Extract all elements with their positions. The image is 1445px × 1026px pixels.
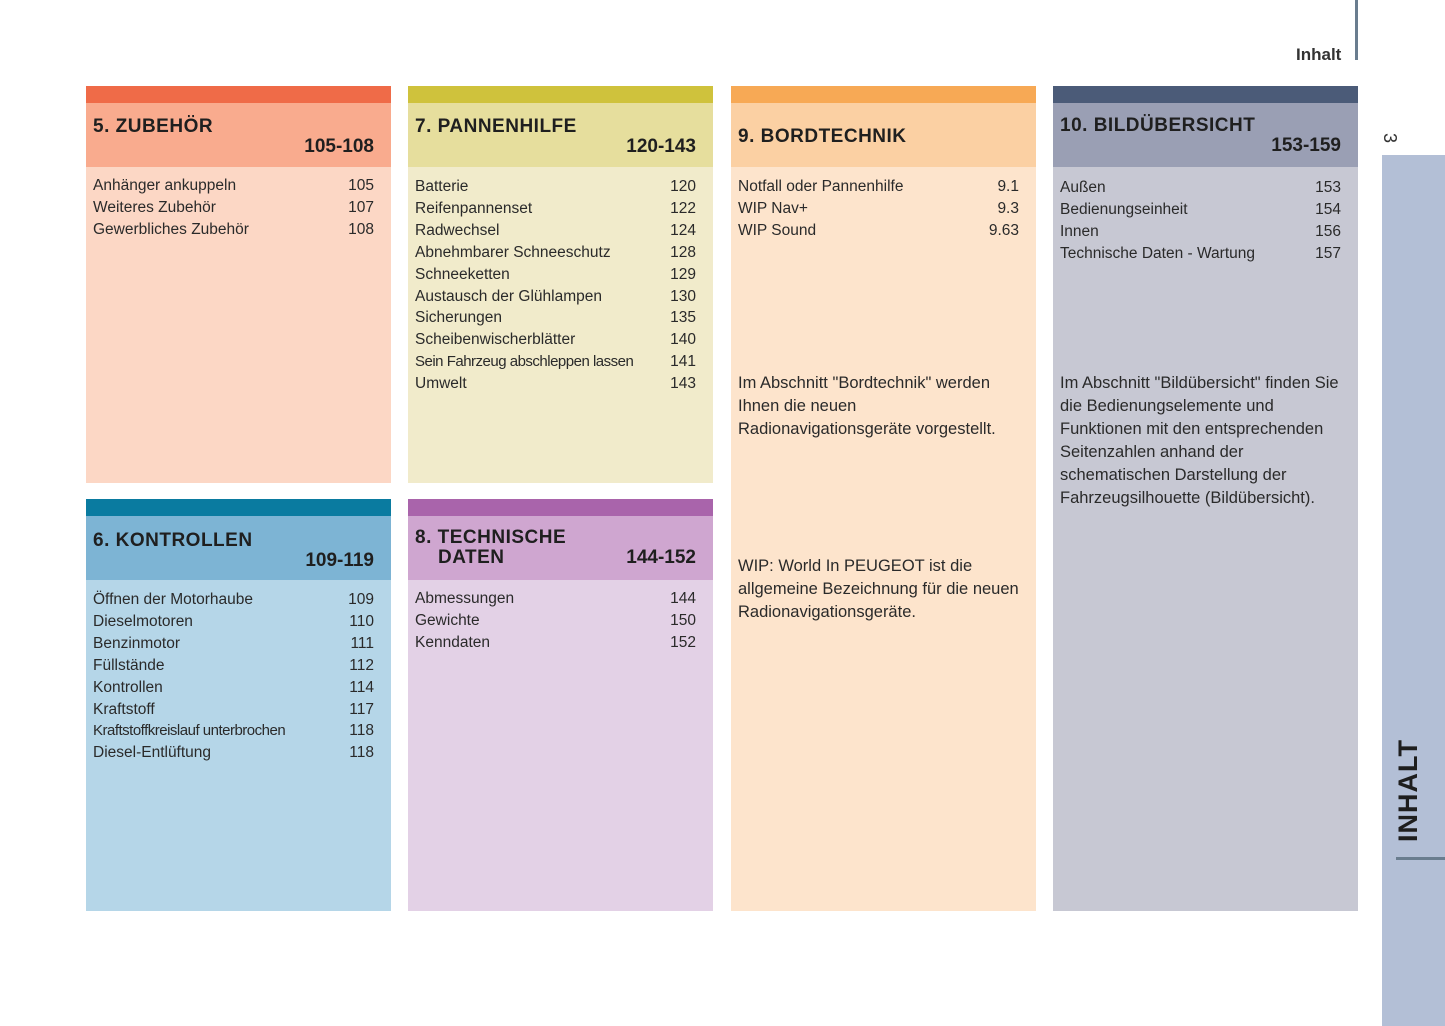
toc-entry-label: Schneeketten [415, 265, 510, 283]
toc-entry-label: Abmessungen [415, 590, 515, 607]
section-header[interactable] [408, 516, 713, 580]
toc-entry-page: 141 [670, 353, 696, 371]
section-body [731, 167, 1036, 911]
toc-entry[interactable] [1060, 201, 1341, 223]
toc-entry-label: Technische Daten - Wartung [1060, 244, 1255, 262]
toc-entry[interactable] [93, 679, 374, 701]
section-title-line2: DATEN [438, 547, 505, 568]
side-tab-rule [1396, 857, 1445, 860]
section-body [408, 580, 713, 911]
toc-entry[interactable] [1060, 223, 1341, 245]
section-color-bar [408, 499, 713, 516]
toc-entry-label: Benzinmotor [93, 634, 181, 652]
toc-entry[interactable] [93, 657, 374, 679]
section-pannenhilfe [408, 86, 713, 483]
toc-entry-label: Scheibenwischerblätter [415, 331, 576, 349]
section-color-bar [86, 499, 391, 516]
section-page-range: 105-108 [304, 136, 374, 157]
toc-entry-page: 143 [670, 375, 696, 393]
toc-entry[interactable] [93, 722, 374, 744]
toc-entry[interactable] [738, 200, 1019, 222]
toc-entry-page: 118 [349, 744, 374, 762]
section-color-bar [86, 86, 391, 103]
toc-entry-page: 111 [350, 634, 374, 652]
toc-entry-page: 150 [670, 611, 696, 629]
section-color-bar [1053, 86, 1358, 103]
toc-entry-page: 140 [670, 331, 696, 349]
toc-entry[interactable] [738, 222, 1019, 244]
toc-entry-label: Sicherungen [415, 309, 503, 327]
toc-entry-label: Anhänger ankuppeln [93, 177, 237, 194]
toc-entry[interactable] [415, 178, 696, 200]
toc-entry-label: Umwelt [415, 375, 467, 393]
toc-entry[interactable] [415, 309, 696, 331]
toc-entry-label: Außen [1060, 179, 1106, 196]
section-header[interactable] [1053, 103, 1358, 167]
toc-entry[interactable] [415, 590, 696, 612]
toc-entry-label: Innen [1060, 222, 1099, 240]
toc-entry-label: Bedienungseinheit [1060, 200, 1188, 218]
toc-entry[interactable] [93, 613, 374, 635]
toc-entry-label: Radwechsel [415, 221, 500, 239]
toc-entry-page: 118 [349, 722, 374, 740]
toc-entry-page: 128 [670, 243, 696, 261]
section-body [86, 167, 391, 483]
toc-entry-label: Dieselmotoren [93, 612, 193, 630]
toc-entry-label: Gewerbliches Zubehör [93, 220, 249, 238]
toc-entry[interactable] [93, 701, 374, 723]
toc-entry-page: 109 [348, 591, 374, 608]
toc-entry-page: 130 [670, 287, 696, 305]
toc-entry-label: Batterie [415, 178, 469, 195]
section-title: 9. BORDTECHNIK [738, 126, 907, 147]
toc-entry-page: 144 [670, 590, 696, 607]
section-header[interactable] [86, 103, 391, 167]
toc-entry-label: Kontrollen [93, 678, 163, 696]
section-zubehoer [86, 86, 391, 483]
toc-entry[interactable] [415, 222, 696, 244]
toc-entry[interactable] [93, 221, 374, 243]
toc-entry-label: WIP Sound [738, 221, 817, 239]
toc-entry[interactable] [93, 591, 374, 613]
toc-entry-page: 112 [349, 656, 374, 674]
toc-entry-page: 110 [349, 612, 374, 630]
toc-entry-page: 124 [670, 221, 696, 239]
toc-entry-page: 120 [670, 178, 696, 195]
section-body [1053, 167, 1358, 911]
toc-entry[interactable] [415, 288, 696, 310]
section-header[interactable] [86, 516, 391, 580]
toc-entry[interactable] [415, 266, 696, 288]
toc-entry-page: 105 [348, 177, 374, 194]
toc-entry-label: Kraftstoff [93, 700, 155, 718]
toc-entry-label: Reifenpannenset [415, 199, 533, 217]
toc-entry[interactable] [93, 635, 374, 657]
toc-entry-page: 117 [349, 700, 374, 718]
side-tab-label: INHALT [1393, 739, 1423, 842]
toc-entry-label: Kenndaten [415, 633, 490, 651]
toc-entry-label: Diesel-Entlüftung [93, 744, 212, 762]
toc-entry[interactable] [415, 200, 696, 222]
toc-entry-page: 157 [1315, 244, 1341, 262]
page-number: 3 [1380, 132, 1400, 143]
toc-entry-page: 9.3 [997, 199, 1019, 217]
toc-entry[interactable] [415, 331, 696, 353]
section-note: WIP: World In PEUGEOT ist die allgemeine Bezeichnung für die neuen Radionavigationsgeräte. [738, 557, 1019, 621]
toc-entry-page: 9.1 [997, 178, 1019, 195]
toc-entry[interactable] [1060, 245, 1341, 267]
toc-entry-label: Sein Fahrzeug abschleppen lassen [415, 353, 634, 371]
section-header[interactable] [408, 103, 713, 167]
section-bordtechnik [731, 86, 1036, 911]
toc-entry-label: Öffnen der Motorhaube [93, 591, 253, 608]
toc-entry-label: WIP Nav+ [738, 199, 808, 217]
toc-entry-page: 156 [1315, 222, 1341, 240]
section-header[interactable] [731, 103, 1036, 167]
section-page-range: 153-159 [1271, 135, 1341, 156]
section-body [408, 167, 713, 483]
toc-entry[interactable] [415, 353, 696, 375]
toc-entry-page: 153 [1315, 179, 1341, 196]
toc-entry[interactable] [415, 244, 696, 266]
section-title: 10. BILDÜBERSICHT [1060, 115, 1256, 136]
page-header-title: Inhalt [1296, 45, 1342, 64]
section-technische-daten [408, 499, 713, 911]
toc-entry-label: Gewichte [415, 611, 480, 629]
toc-entry[interactable] [415, 634, 696, 656]
side-tab-label-wrap [1393, 739, 1423, 842]
toc-entry-page: 9.63 [988, 221, 1019, 239]
header-rule [1355, 0, 1358, 60]
toc-entry-page: 154 [1315, 200, 1341, 218]
section-page-range: 109-119 [305, 550, 374, 571]
section-title: 7. PANNENHILFE [415, 116, 577, 137]
side-tab[interactable] [1382, 155, 1445, 1026]
section-page-range: 120-143 [626, 136, 696, 157]
toc-entry-label: Notfall oder Pannenhilfe [738, 178, 904, 195]
toc-entry-page: 114 [349, 678, 374, 696]
section-title-line1: 8. TECHNISCHE [415, 527, 567, 548]
toc-entry-label: Füllstände [93, 656, 165, 674]
toc-entry-page: 122 [670, 199, 696, 217]
toc-entry[interactable] [93, 744, 374, 766]
section-title: 5. ZUBEHÖR [93, 116, 214, 137]
toc-entry[interactable] [93, 177, 374, 199]
toc-entry[interactable] [415, 612, 696, 634]
toc-entry-label: Kraftstoffkreislauf unterbrochen [93, 722, 286, 740]
section-kontrollen [86, 499, 391, 911]
section-bilduebersicht [1053, 86, 1358, 911]
section-title: 6. KONTROLLEN [93, 530, 253, 551]
section-page-range: 144-152 [626, 547, 696, 568]
toc-entry[interactable] [1060, 179, 1341, 201]
section-body [86, 580, 391, 911]
toc-entry-label: Austausch der Glühlampen [415, 287, 602, 305]
toc-entry[interactable] [415, 375, 696, 397]
toc-entry[interactable] [93, 199, 374, 221]
toc-entry-label: Weiteres Zubehör [93, 198, 216, 216]
toc-entry-page: 152 [670, 633, 696, 651]
section-note: Im Abschnitt "Bildübersicht" finden Sie die Bedienungselemente und Funktionen mit den entsprechenden Seitenzahlen anhand der schematischen Darstellung der Fahrzeugsilhouette (Bildübersicht). [1060, 374, 1339, 507]
toc-entry-page: 107 [348, 198, 374, 216]
section-color-bar [731, 86, 1036, 103]
toc-entry[interactable] [738, 178, 1019, 200]
toc-entry-page: 129 [670, 265, 696, 283]
toc-entry-page: 108 [348, 220, 374, 238]
section-note: Im Abschnitt "Bordtechnik" werden Ihnen die neuen Radionavigationsgeräte vorgestellt. [738, 374, 996, 438]
toc-entry-label: Abnehmbarer Schneeschutz [415, 243, 611, 261]
toc-entry-page: 135 [670, 309, 696, 327]
section-color-bar [408, 86, 713, 103]
